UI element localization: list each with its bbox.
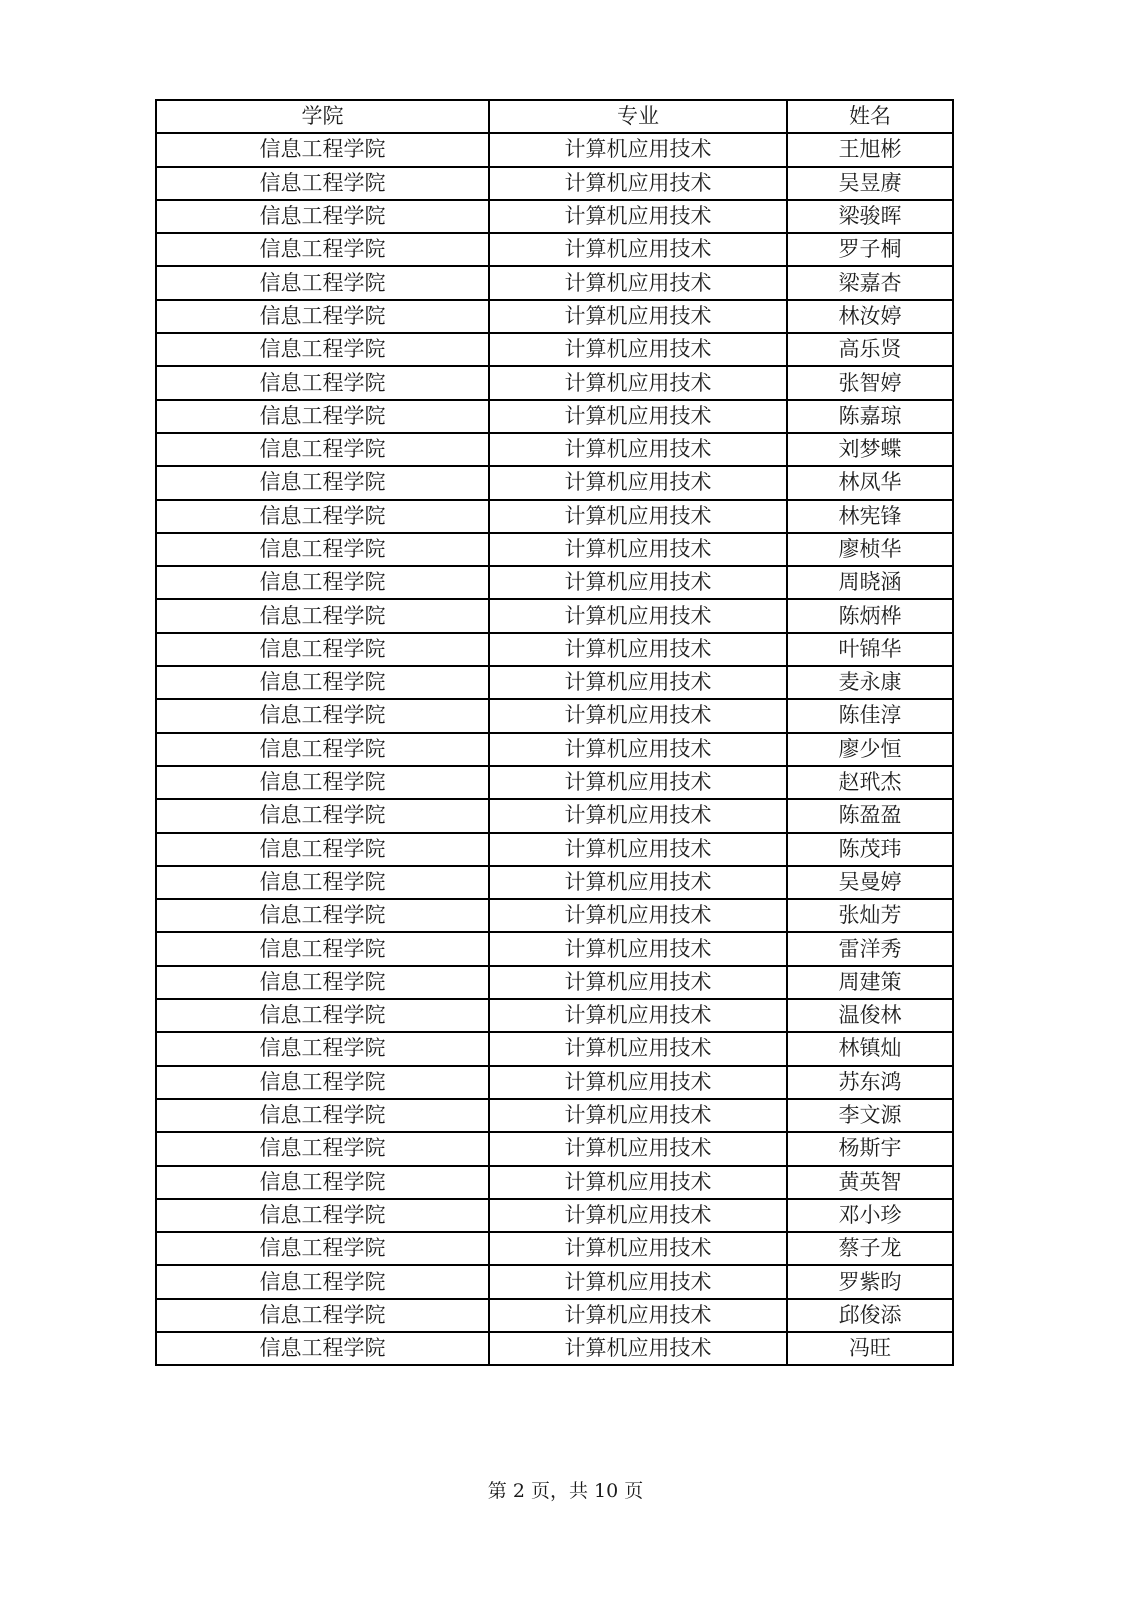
cell-major: 计算机应用技术 <box>489 899 787 932</box>
cell-college: 信息工程学院 <box>156 733 489 766</box>
cell-college: 信息工程学院 <box>156 866 489 899</box>
table-row <box>156 1066 953 1099</box>
cell-major: 计算机应用技术 <box>489 1166 787 1199</box>
cell-major: 计算机应用技术 <box>489 1299 787 1332</box>
cell-college: 信息工程学院 <box>156 1066 489 1099</box>
cell-major: 计算机应用技术 <box>489 366 787 399</box>
cell-college: 信息工程学院 <box>156 966 489 999</box>
cell-name: 林凤华 <box>787 466 953 499</box>
cell-name: 林宪锋 <box>787 500 953 533</box>
cell-name: 李文源 <box>787 1099 953 1132</box>
cell-major: 计算机应用技术 <box>489 233 787 266</box>
table-row <box>156 1166 953 1199</box>
cell-name: 温俊林 <box>787 999 953 1032</box>
cell-major: 计算机应用技术 <box>489 966 787 999</box>
header-major: 专业 <box>489 100 787 133</box>
roster-table <box>155 99 954 1366</box>
cell-name: 陈茂玮 <box>787 833 953 866</box>
cell-major: 计算机应用技术 <box>489 866 787 899</box>
table-row <box>156 1032 953 1065</box>
cell-college: 信息工程学院 <box>156 500 489 533</box>
table-row <box>156 766 953 799</box>
cell-name: 高乐贤 <box>787 333 953 366</box>
cell-major: 计算机应用技术 <box>489 400 787 433</box>
cell-college: 信息工程学院 <box>156 1265 489 1298</box>
cell-college: 信息工程学院 <box>156 266 489 299</box>
table-row <box>156 1265 953 1298</box>
cell-name: 梁嘉杏 <box>787 266 953 299</box>
cell-name: 王旭彬 <box>787 133 953 166</box>
cell-name: 麦永康 <box>787 666 953 699</box>
cell-major: 计算机应用技术 <box>489 266 787 299</box>
cell-college: 信息工程学院 <box>156 1032 489 1065</box>
cell-name: 周晓涵 <box>787 566 953 599</box>
cell-college: 信息工程学院 <box>156 1132 489 1165</box>
cell-major: 计算机应用技术 <box>489 833 787 866</box>
cell-name: 蔡子龙 <box>787 1232 953 1265</box>
cell-college: 信息工程学院 <box>156 333 489 366</box>
cell-major: 计算机应用技术 <box>489 133 787 166</box>
cell-name: 吴曼婷 <box>787 866 953 899</box>
cell-college: 信息工程学院 <box>156 433 489 466</box>
cell-college: 信息工程学院 <box>156 300 489 333</box>
cell-college: 信息工程学院 <box>156 1232 489 1265</box>
cell-name: 邓小珍 <box>787 1199 953 1232</box>
cell-college: 信息工程学院 <box>156 400 489 433</box>
table-row <box>156 932 953 965</box>
table-row <box>156 266 953 299</box>
table-row <box>156 699 953 732</box>
header-name: 姓名 <box>787 100 953 133</box>
cell-major: 计算机应用技术 <box>489 1332 787 1365</box>
table-row <box>156 1099 953 1132</box>
cell-major: 计算机应用技术 <box>489 1066 787 1099</box>
header-college: 学院 <box>156 100 489 133</box>
cell-college: 信息工程学院 <box>156 1099 489 1132</box>
cell-name: 梁骏晖 <box>787 200 953 233</box>
cell-major: 计算机应用技术 <box>489 799 787 832</box>
cell-major: 计算机应用技术 <box>489 599 787 632</box>
cell-major: 计算机应用技术 <box>489 999 787 1032</box>
cell-college: 信息工程学院 <box>156 599 489 632</box>
cell-major: 计算机应用技术 <box>489 500 787 533</box>
table-row <box>156 400 953 433</box>
cell-college: 信息工程学院 <box>156 932 489 965</box>
cell-major: 计算机应用技术 <box>489 1265 787 1298</box>
table-row <box>156 300 953 333</box>
cell-name: 陈嘉琼 <box>787 400 953 433</box>
table-row <box>156 666 953 699</box>
cell-college: 信息工程学院 <box>156 699 489 732</box>
cell-college: 信息工程学院 <box>156 466 489 499</box>
cell-college: 信息工程学院 <box>156 899 489 932</box>
cell-name: 陈佳淳 <box>787 699 953 732</box>
cell-name: 雷洋秀 <box>787 932 953 965</box>
cell-name: 刘梦蝶 <box>787 433 953 466</box>
table-row <box>156 1332 953 1365</box>
cell-name: 赵玳杰 <box>787 766 953 799</box>
cell-college: 信息工程学院 <box>156 666 489 699</box>
cell-name: 廖少恒 <box>787 733 953 766</box>
cell-college: 信息工程学院 <box>156 233 489 266</box>
cell-name: 林镇灿 <box>787 1032 953 1065</box>
cell-major: 计算机应用技术 <box>489 699 787 732</box>
cell-major: 计算机应用技术 <box>489 167 787 200</box>
table-row <box>156 533 953 566</box>
cell-name: 叶锦华 <box>787 633 953 666</box>
cell-major: 计算机应用技术 <box>489 1232 787 1265</box>
table-row <box>156 333 953 366</box>
cell-name: 苏东鸿 <box>787 1066 953 1099</box>
cell-college: 信息工程学院 <box>156 1332 489 1365</box>
table-row <box>156 167 953 200</box>
cell-college: 信息工程学院 <box>156 1166 489 1199</box>
cell-major: 计算机应用技术 <box>489 433 787 466</box>
cell-major: 计算机应用技术 <box>489 533 787 566</box>
cell-major: 计算机应用技术 <box>489 566 787 599</box>
cell-major: 计算机应用技术 <box>489 200 787 233</box>
table-row <box>156 799 953 832</box>
cell-major: 计算机应用技术 <box>489 1199 787 1232</box>
table-row <box>156 999 953 1032</box>
table-row <box>156 733 953 766</box>
cell-name: 张智婷 <box>787 366 953 399</box>
cell-college: 信息工程学院 <box>156 133 489 166</box>
cell-name: 陈盈盈 <box>787 799 953 832</box>
cell-college: 信息工程学院 <box>156 999 489 1032</box>
cell-major: 计算机应用技术 <box>489 333 787 366</box>
cell-name: 冯旺 <box>787 1332 953 1365</box>
table-header-row <box>156 100 953 133</box>
cell-college: 信息工程学院 <box>156 633 489 666</box>
cell-college: 信息工程学院 <box>156 566 489 599</box>
table-row <box>156 233 953 266</box>
table-row <box>156 133 953 166</box>
table-row <box>156 433 953 466</box>
cell-major: 计算机应用技术 <box>489 1099 787 1132</box>
cell-name: 廖桢华 <box>787 533 953 566</box>
cell-name: 张灿芳 <box>787 899 953 932</box>
table-row <box>156 1199 953 1232</box>
cell-college: 信息工程学院 <box>156 833 489 866</box>
cell-major: 计算机应用技术 <box>489 1032 787 1065</box>
table-row <box>156 1132 953 1165</box>
table-row <box>156 833 953 866</box>
table-row <box>156 366 953 399</box>
cell-name: 黄英智 <box>787 1166 953 1199</box>
cell-major: 计算机应用技术 <box>489 766 787 799</box>
cell-college: 信息工程学院 <box>156 1299 489 1332</box>
table-row <box>156 599 953 632</box>
cell-major: 计算机应用技术 <box>489 733 787 766</box>
cell-college: 信息工程学院 <box>156 200 489 233</box>
cell-college: 信息工程学院 <box>156 1199 489 1232</box>
cell-major: 计算机应用技术 <box>489 300 787 333</box>
cell-name: 周建策 <box>787 966 953 999</box>
table-row <box>156 500 953 533</box>
cell-major: 计算机应用技术 <box>489 666 787 699</box>
table-row <box>156 1299 953 1332</box>
cell-major: 计算机应用技术 <box>489 1132 787 1165</box>
cell-name: 邱俊添 <box>787 1299 953 1332</box>
page-number: 第 2 页，共 10 页 <box>487 1480 644 1502</box>
table-row <box>156 566 953 599</box>
table-row <box>156 466 953 499</box>
cell-name: 杨斯宇 <box>787 1132 953 1165</box>
cell-college: 信息工程学院 <box>156 533 489 566</box>
cell-college: 信息工程学院 <box>156 167 489 200</box>
table-row <box>156 899 953 932</box>
cell-major: 计算机应用技术 <box>489 466 787 499</box>
table-row <box>156 200 953 233</box>
cell-college: 信息工程学院 <box>156 799 489 832</box>
table-row <box>156 633 953 666</box>
cell-name: 林汝婷 <box>787 300 953 333</box>
cell-major: 计算机应用技术 <box>489 633 787 666</box>
table-row <box>156 866 953 899</box>
cell-college: 信息工程学院 <box>156 366 489 399</box>
cell-college: 信息工程学院 <box>156 766 489 799</box>
cell-major: 计算机应用技术 <box>489 932 787 965</box>
table-row <box>156 1232 953 1265</box>
cell-name: 罗紫昀 <box>787 1265 953 1298</box>
cell-name: 罗子桐 <box>787 233 953 266</box>
table-row <box>156 966 953 999</box>
cell-name: 陈炳桦 <box>787 599 953 632</box>
cell-name: 吴昱赓 <box>787 167 953 200</box>
